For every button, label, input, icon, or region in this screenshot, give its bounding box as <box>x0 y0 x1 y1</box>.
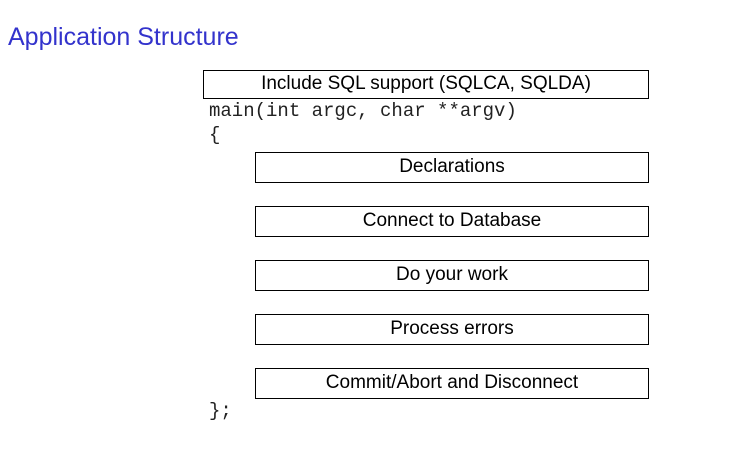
step-box-do-your-work: Do your work <box>255 260 649 291</box>
step-box-process-errors: Process errors <box>255 314 649 345</box>
open-brace-text: { <box>209 124 221 147</box>
step-box-connect-to-database: Connect to Database <box>255 206 649 237</box>
sql-support-box: Include SQL support (SQLCA, SQLDA) <box>203 70 649 99</box>
steps-group <box>255 152 649 399</box>
main-signature-text: main(int argc, char **argv) <box>209 99 517 122</box>
page-title: Application Structure <box>8 22 239 51</box>
spacer <box>255 237 649 260</box>
step-box-commit-abort-disconnect: Commit/Abort and Disconnect <box>255 368 649 399</box>
spacer <box>255 345 649 368</box>
spacer <box>255 183 649 206</box>
application-structure-diagram <box>203 70 653 423</box>
spacer <box>255 291 649 314</box>
step-box-declarations: Declarations <box>255 152 649 183</box>
close-brace-text: }; <box>209 399 232 422</box>
